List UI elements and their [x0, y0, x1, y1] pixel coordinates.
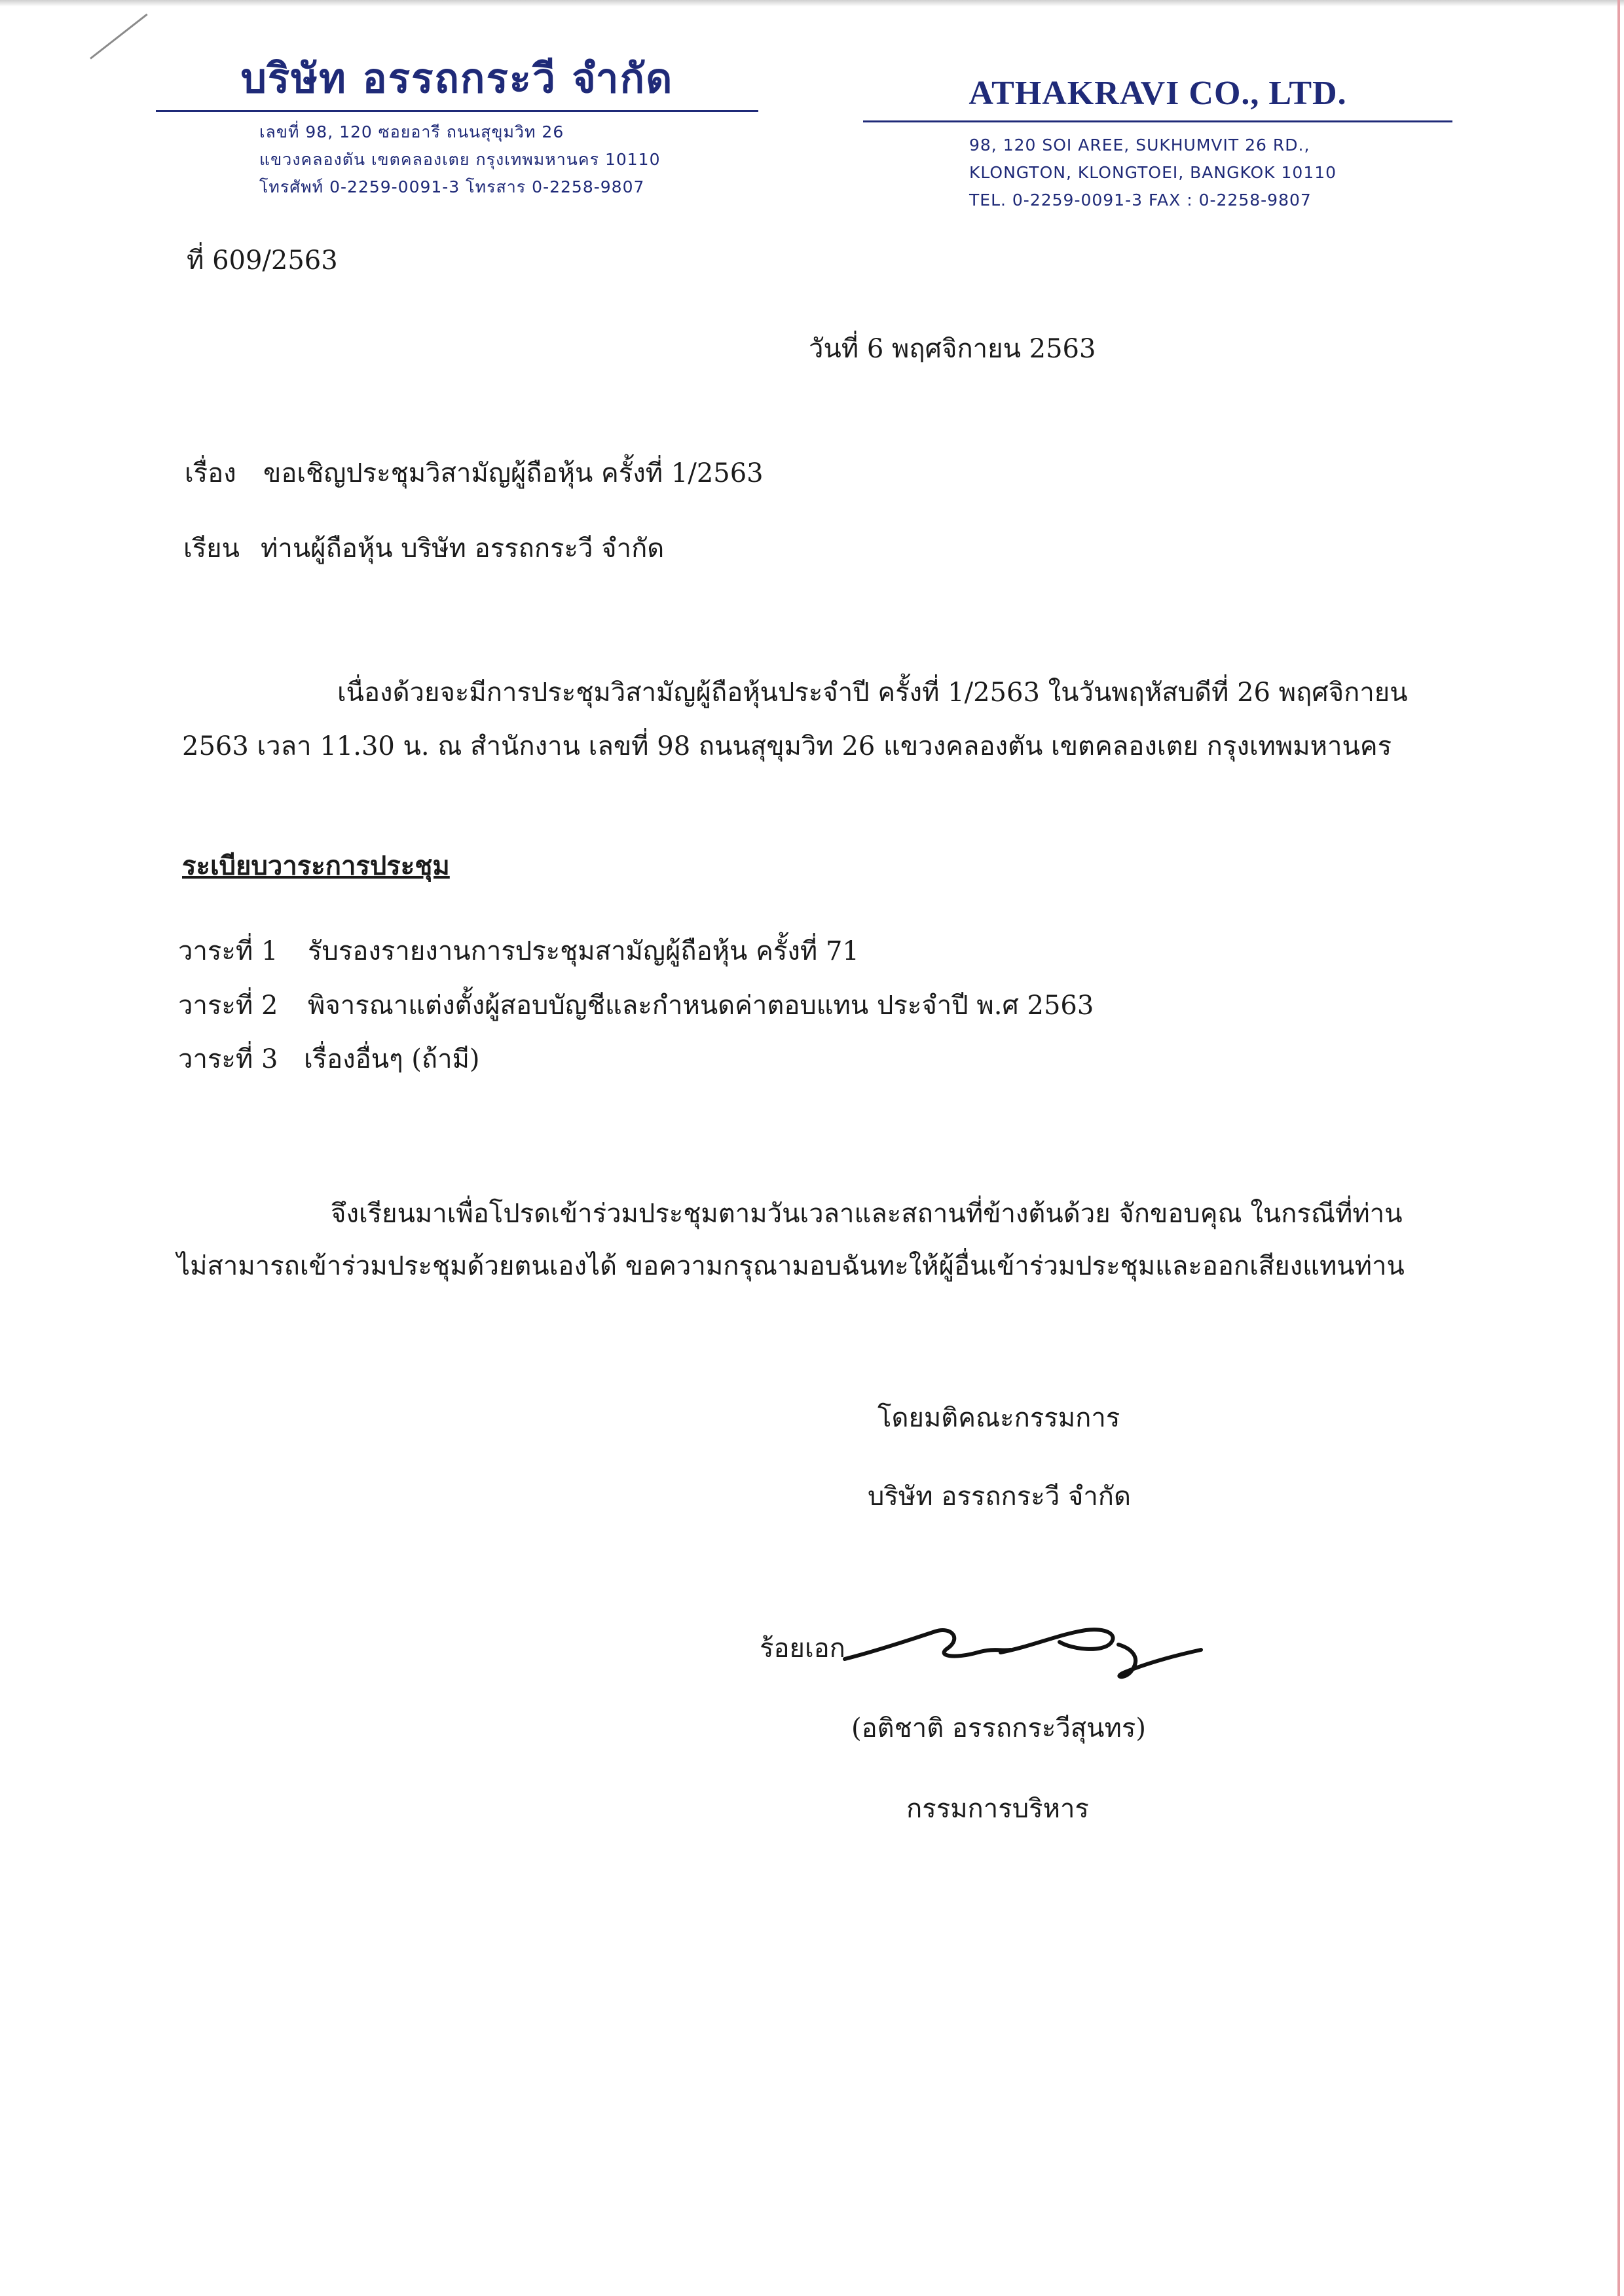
scan-right-edge: [1617, 0, 1620, 2296]
company-name-english: ATHAKRAVI CO., LTD.: [969, 75, 1347, 112]
subject-label: เรื่อง: [185, 458, 236, 488]
scan-top-edge: [0, 0, 1624, 7]
agenda-heading: ระเบียบวาระการประชุม: [182, 850, 450, 881]
recipient-label: เรียน: [183, 534, 240, 564]
agenda-item-label: วาระที่ 1: [178, 936, 278, 966]
company-name-thai: บริษัท อรรถกระวี จำกัด: [240, 54, 674, 102]
closing-company: บริษัท อรรถกระวี จำกัด: [868, 1482, 1131, 1512]
agenda-item-label: วาระที่ 2: [178, 991, 278, 1021]
address-english-line: 98, 120 SOI AREE, SUKHUMVIT 26 RD.,: [969, 136, 1310, 155]
letterhead-english: [863, 71, 1452, 214]
agenda-item-text: รับรองรายงานการประชุมสามัญผู้ถือหุ้น ครั้งที่ 71: [308, 936, 859, 966]
recipient-text: ท่านผู้ถือหุ้น บริษัท อรรถกระวี จำกัด: [261, 534, 665, 564]
agenda-item-text: พิจารณาแต่งตั้งผู้สอบบัญชีและกำหนดค่าตอบแทน ประจำปี พ.ศ 2563: [308, 991, 1094, 1021]
handwritten-signature: [837, 1612, 1204, 1704]
body-paragraph-2-line-1: จึงเรียนมาเพื่อโปรดเข้าร่วมประชุมตามวันเวลาและสถานที่ข้างต้นด้วย จักขอบคุณ ในกรณีที่ท่าน: [331, 1199, 1403, 1229]
body-paragraph-2-line-2: ไม่สามารถเข้าร่วมประชุมด้วยตนเองได้ ขอความกรุณามอบฉันทะให้ผู้อื่นเข้าร่วมประชุมและออกเสียงแทนท่าน: [177, 1251, 1405, 1281]
body-paragraph-1-line-2: 2563 เวลา 11.30 น. ณ สำนักงาน เลขที่ 98 ถนนสุขุมวิท 26 แขวงคลองตัน เขตคลองเตย กรุงเทพมหานคร: [182, 731, 1392, 761]
signer-rank: ร้อยเอก: [760, 1633, 845, 1664]
address-english-line: TEL. 0-2259-0091-3 FAX : 0-2258-9807: [969, 191, 1312, 210]
address-thai-line: โทรศัพท์ 0-2259-0091-3 โทรสาร 0-2258-9807: [259, 177, 645, 196]
closing-resolution: โดยมติคณะกรรมการ: [877, 1403, 1120, 1433]
subject-text: ขอเชิญประชุมวิสามัญผู้ถือหุ้น ครั้งที่ 1/2563: [263, 458, 764, 488]
address-english-line: KLONGTON, KLONGTOEI, BANGKOK 10110: [969, 163, 1337, 182]
signer-name: (อติชาติ อรรถกระวีสุนทร): [851, 1713, 1146, 1743]
letterhead-rule-english: [863, 120, 1452, 122]
letter-date: วันที่ 6 พฤศจิกายน 2563: [809, 334, 1096, 364]
address-thai: [259, 118, 758, 201]
signer-title: กรรมการบริหาร: [906, 1794, 1089, 1824]
letterhead-rule-thai: [156, 110, 758, 112]
scan-pen-mark: [90, 14, 148, 60]
body-paragraph-1-line-1: เนื่องด้วยจะมีการประชุมวิสามัญผู้ถือหุ้นประจำปี ครั้งที่ 1/2563 ในวันพฤหัสบดีที่ 26 พฤศจิกายน: [337, 678, 1408, 708]
agenda-item-label: วาระที่ 3: [178, 1044, 278, 1074]
agenda-item-text: เรื่องอื่นๆ (ถ้ามี): [304, 1044, 480, 1074]
reference-number: ที่ 609/2563: [187, 246, 338, 276]
letterhead-thai: [156, 52, 758, 201]
address-thai-line: เลขที่ 98, 120 ซอยอารี ถนนสุขุมวิท 26: [259, 122, 564, 141]
address-thai-line: แขวงคลองตัน เขตคลองเตย กรุงเทพมหานคร 10110: [259, 150, 661, 169]
address-english: [969, 132, 1452, 214]
